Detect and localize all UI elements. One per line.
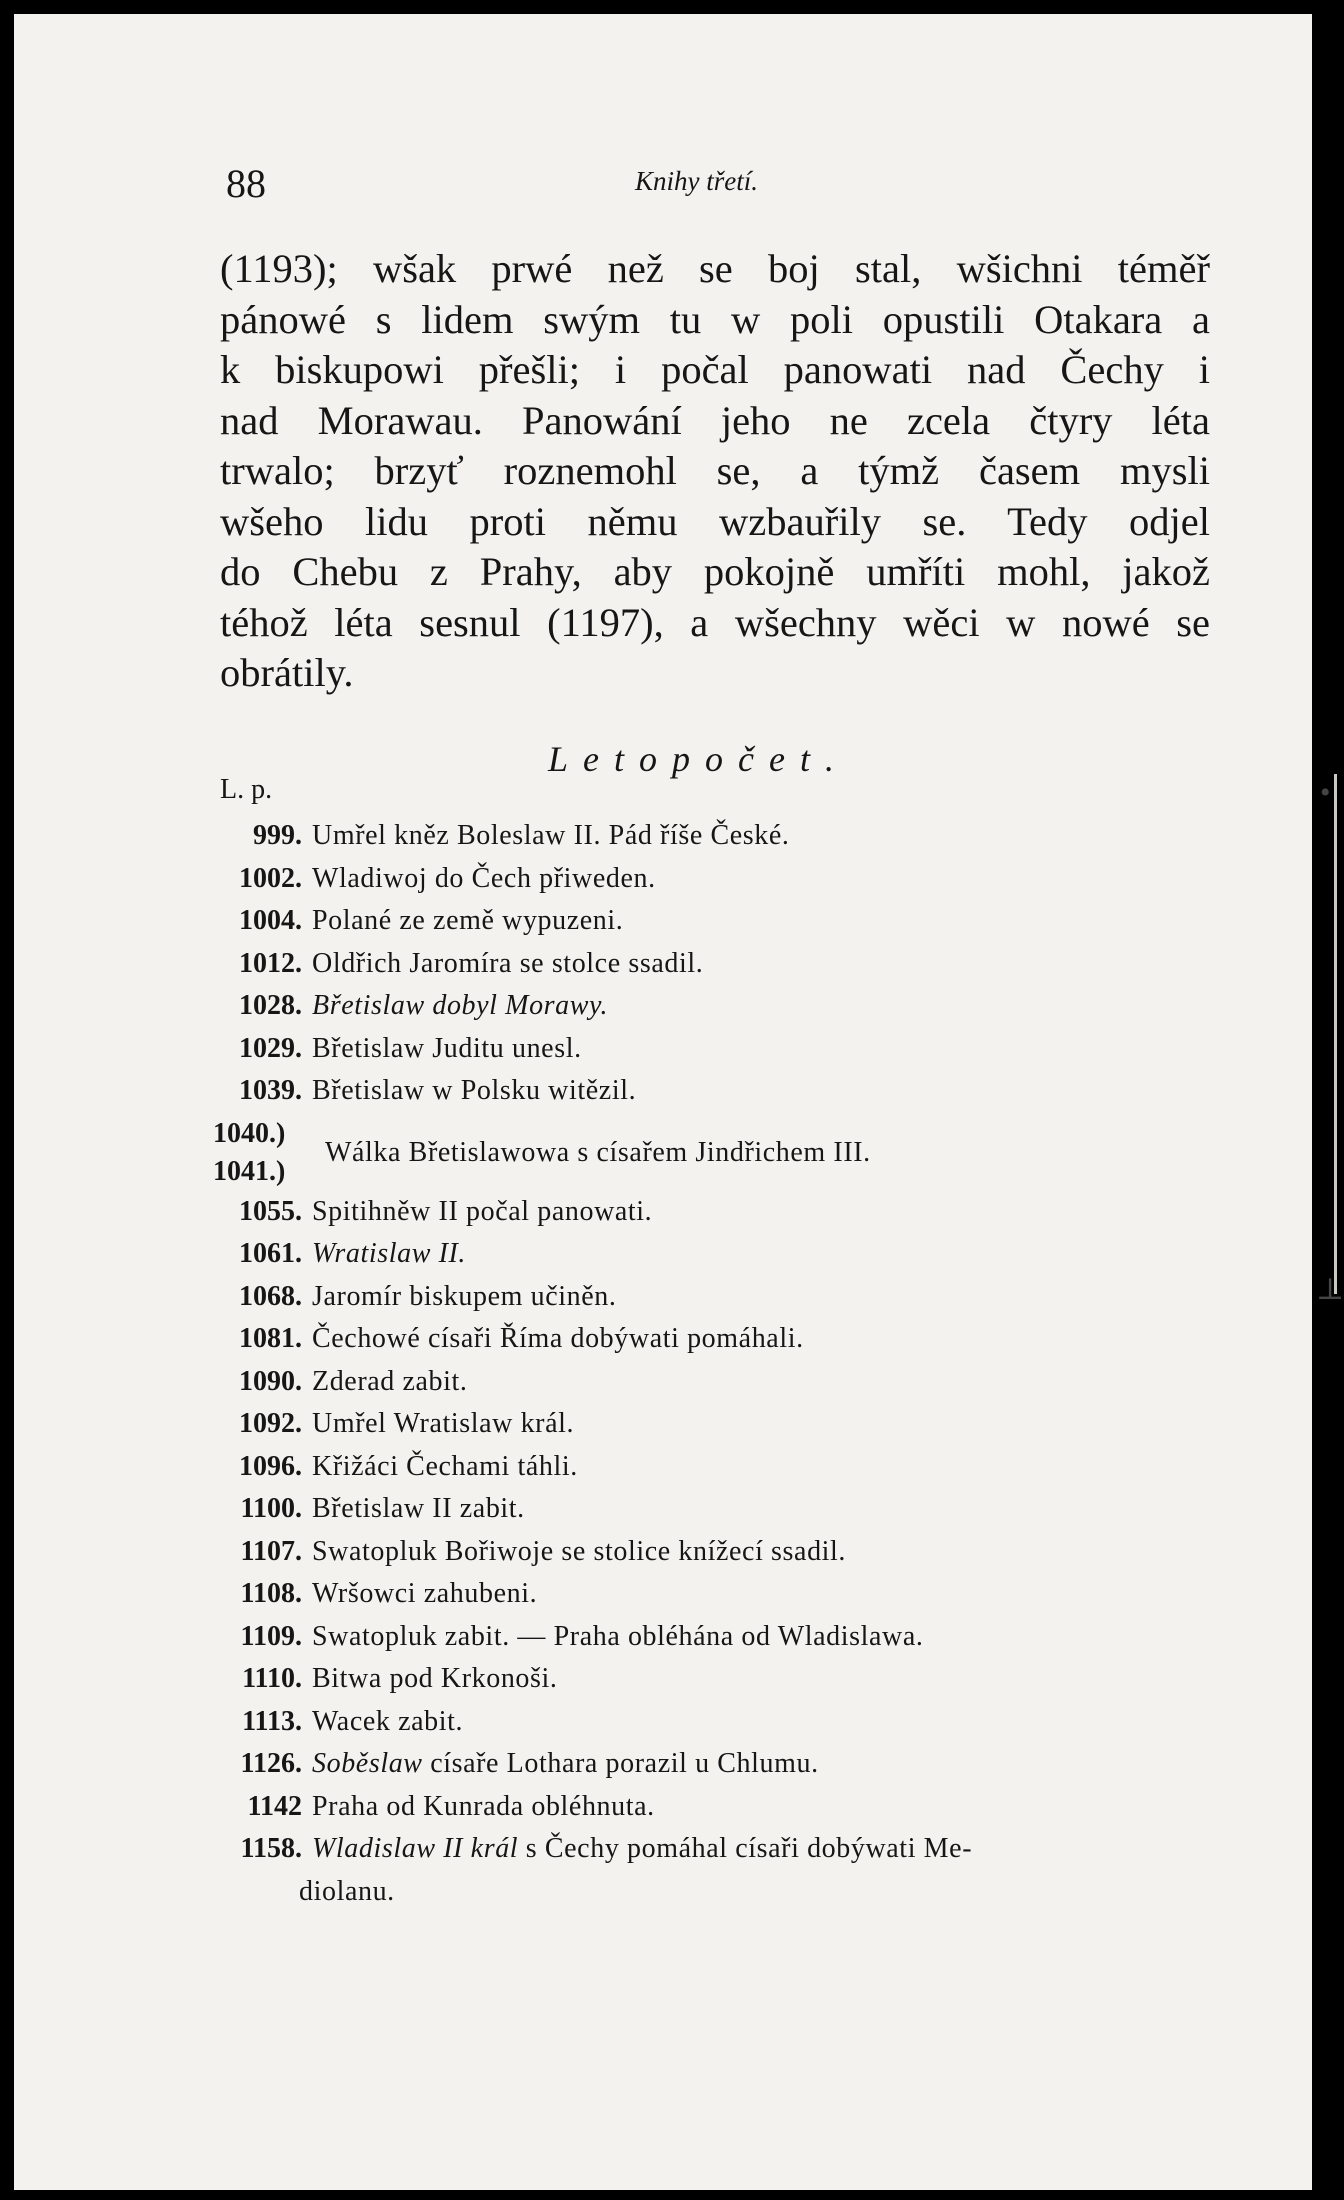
entry-year: 1158. [240,1833,302,1864]
chronology-entry [199,1706,1249,1749]
chronology-entry [199,1408,1249,1451]
paragraph-line: obrátily. [220,650,354,695]
entry-year: 1012. [239,947,302,979]
entry-year: 1113. [242,1705,302,1737]
entry-year: 1096. [239,1450,302,1482]
chronology-entry [199,1791,1249,1834]
entry-year: 1107. [240,1535,302,1567]
chronology-entry [199,1748,1249,1791]
entry-year: 1142 [247,1790,302,1822]
entry-text: Wacek zabit. [312,1705,464,1737]
entry-year: 1068. [239,1280,302,1312]
entry-text: Zderad zabit. [312,1365,468,1397]
chronology-list [199,820,1249,1920]
entry-year: 1092. [239,1408,302,1439]
chronology-entry [199,1366,1249,1409]
chronology-entry [199,1663,1249,1706]
entry-text: Bitwa pod Krkonoši. [312,1663,558,1694]
entry-year: 1109. [240,1620,302,1652]
chronology-entry-continuation [199,1876,1249,1920]
entry-text: Wratislaw II. [312,1238,467,1269]
paragraph-line: téhož léta sesnul (1197), a wšechny wěci w nowé se [220,599,1210,645]
margin-mark: ⊥ [1316,1273,1344,1306]
book-page [14,14,1344,2190]
page-number: 88 [226,161,266,206]
entry-year: 1110. [242,1663,302,1694]
entry-text: Křižáci Čechami táhli. [312,1450,578,1482]
entry-year: 1090. [239,1365,302,1397]
entry-year: 1039. [239,1075,302,1106]
chronology-entry [199,1281,1249,1324]
paragraph-line: wšeho lidu proti němu wzbauřily se. Tedy odjel [220,498,1210,544]
chronology-entry [199,1536,1249,1579]
chronology-entry [199,905,1249,948]
entry-year: 1002. [239,862,302,894]
entry-year: 1004. [239,905,302,936]
entry-text: Praha od Kunrada obléhnuta. [312,1790,655,1822]
paragraph-line: nad Morawau. Panowání jeho ne zcela čtyry léta [220,397,1210,443]
entry-year: 1029. [239,1032,302,1064]
chronology-entry [199,1075,1249,1118]
entry-text: Břetislaw w Polsku witězil. [312,1075,637,1106]
chronology-entry [199,1833,1249,1876]
entry-text: Spitihněw II počal panowati. [312,1195,653,1227]
entry-year: 1100. [240,1493,302,1524]
year-abbreviation: L. p. [220,774,273,805]
paragraph-line: do Chebu z Prahy, aby pokojně umříti mohl, jakož [220,549,1210,594]
entry-text: Čechowé císaři Říma dobýwati pomáhali. [312,1323,804,1354]
entry-year: 1126. [240,1748,302,1779]
entry-year: 1108. [240,1578,302,1609]
entry-text-italic: Soběslaw [312,1748,423,1779]
paragraph-line: trwalo; brzyť roznemohl se, a týmž časem mysli [220,448,1210,493]
chronology-entry [199,1238,1249,1281]
page-edge-rule [1334,774,1337,1294]
page-header [210,160,810,210]
chronology-entry [199,863,1249,906]
entry-year: 1081. [239,1323,302,1354]
entry-text [312,1833,972,1865]
entry-text: Umřel kněz Boleslaw II. Pád říše České. [312,820,790,851]
entry-text: Jaromír biskupem učiněn. [312,1280,617,1312]
entry-year: 1041.) [213,1155,286,1187]
chronology-entry [199,948,1249,991]
chronology-entry [199,1578,1249,1621]
body-paragraph [220,244,1210,699]
entry-text: Oldřich Jaromíra se stolce ssadil. [312,947,704,979]
entry-text: Břetislaw II zabit. [312,1493,525,1524]
chronology-entry [199,1493,1249,1536]
section-title: Letopočet. [548,739,849,779]
paragraph-line: (1193); wšak prwé než se boj stal, wšichni téměř [220,246,1210,291]
entry-year: 1061. [239,1238,302,1269]
entry-year: 1055. [239,1195,302,1227]
paragraph-line: k biskupowi přešli; i počal panowati nad Čechy i [220,347,1210,392]
chronology-entry [199,1196,1249,1239]
entry-year: 999. [253,820,302,851]
chronology-entry [199,1033,1249,1076]
entry-text [312,1748,819,1780]
entry-text-rest: císaře Lothara porazil u Chlumu. [422,1748,819,1779]
entry-text: Umřel Wratislaw král. [312,1408,575,1439]
chronology-entry [199,990,1249,1033]
entry-year: 1040.) [213,1117,286,1149]
chronology-entry [199,1323,1249,1366]
entry-text: Wladiwoj do Čech přiweden. [312,862,656,894]
entry-year: 1028. [239,990,302,1021]
entry-text: Swatopluk zabit. — Praha obléhána od Wladislawa. [312,1620,924,1652]
entry-text: Swatopluk Bořiwoje se stolice knížecí ssadil. [312,1535,847,1567]
entry-text: Wršowci zahubeni. [312,1578,538,1609]
chronology-entry-range [199,1118,1249,1196]
entry-text: Břetislaw Juditu unesl. [312,1032,582,1064]
running-head: Knihy třetí. [635,166,758,196]
margin-mark: • [1320,776,1331,809]
entry-text: Břetislaw dobyl Morawy. [312,990,609,1021]
entry-text: Polané ze země wypuzeni. [312,905,624,936]
entry-text-rest: s Čechy pomáhal císaři dobýwati Me- [518,1833,973,1864]
paragraph-line: pánowé s lidem swým tu w poli opustili Otakara a [220,296,1210,342]
entry-text: diolanu. [299,1875,395,1907]
chronology-entry [199,1451,1249,1494]
entry-text: Wálka Břetislawowa s císařem Jindřichem III. [325,1136,871,1168]
chronology-entry [199,1621,1249,1664]
chronology-entry [199,820,1249,863]
entry-text-italic: Wladislaw II král [312,1833,519,1864]
